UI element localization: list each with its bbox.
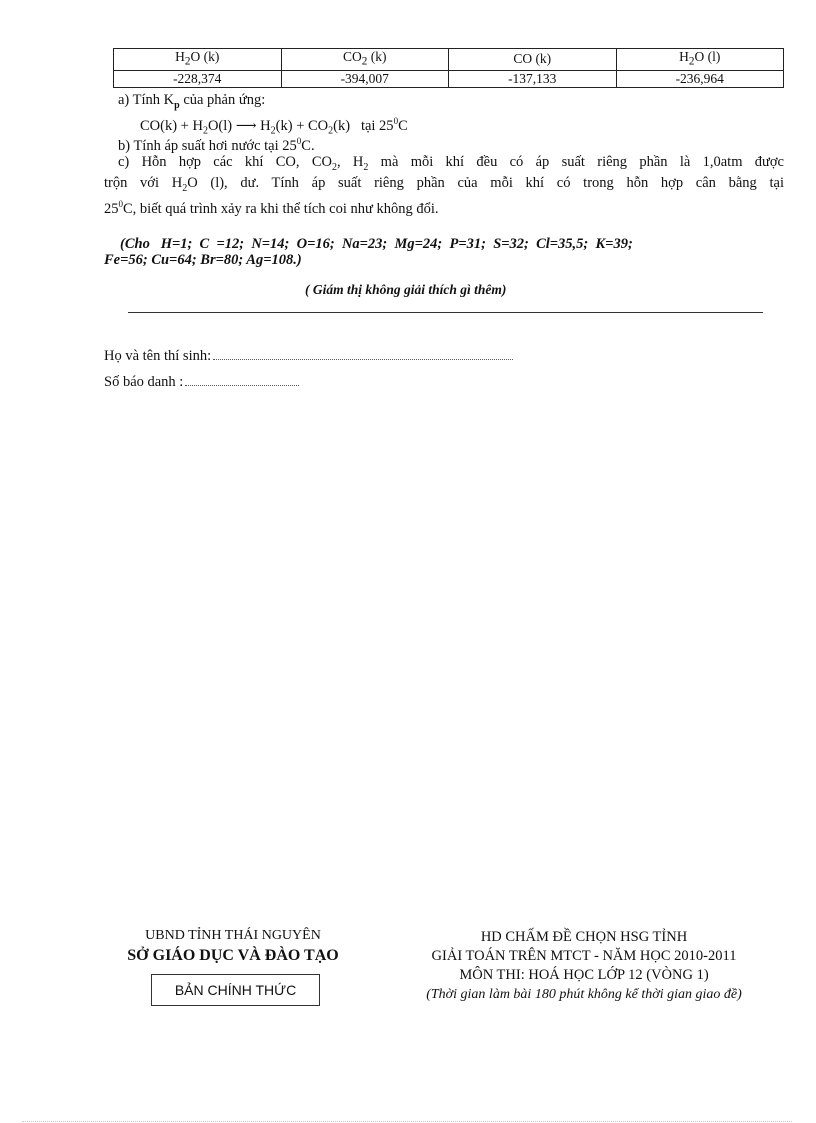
table-header-row — [114, 49, 784, 71]
invigilator-note: ( Giám thị không giải thích gì thêm) — [305, 282, 507, 297]
table-cell: -137,133 — [449, 70, 617, 87]
table-cell: -394,007 — [281, 70, 449, 87]
name-dots — [213, 359, 513, 360]
time-note: (Thời gian làm bài 180 phút không kể thời gian giao đề) — [426, 987, 742, 1002]
table-cell: -236,964 — [616, 70, 784, 87]
official-badge: BẢN CHÍNH THỨC — [151, 974, 320, 1006]
header-co-gas: CO (k) — [449, 49, 617, 71]
question-b: b) Tính áp suất hơi nước tại $25^0C$. — [118, 136, 315, 154]
header-co2-gas: $CO_2$ (k) — [281, 49, 449, 71]
divider — [128, 312, 763, 313]
id-dots — [185, 385, 299, 386]
header-h2o-gas: $H_2O$ (k) — [114, 49, 282, 71]
atomic-masses-line-1: (Cho H=1; C =12; N=14; O=16; Na=23; Mg=24; P=31; S=32; Cl=35,5; K=39; — [120, 236, 633, 252]
question-c-line-1: c) Hỗn hợp các khí CO, $CO_2$, $H_2$ mà mỗi khí đều có áp suất riêng phần là 1,0atm được — [118, 154, 784, 173]
table-cell: -228,374 — [114, 70, 282, 87]
reaction-equation: $CO(k) + H_2O(l)$ ⟶ $H_2(k) + CO_2(k)$ tại $25^0C$ — [140, 116, 408, 137]
candidate-id-line: Số báo danh : — [104, 372, 299, 392]
question-a: a) Tính $K_p$ của phản ứng: — [118, 92, 266, 111]
page-bottom-edge — [22, 1121, 792, 1122]
atomic-masses-line-2: Fe=56; Cu=64; Br=80; Ag=108.) — [104, 252, 302, 268]
department-name: SỞ GIÁO DỤC VÀ ĐÀO TẠO — [127, 947, 339, 964]
question-c-line-3: $25^0C$, biết quá trình xảy ra khi thể tích coi như không đổi. — [104, 199, 439, 217]
gibbs-energy-table — [113, 48, 784, 88]
authority-name: UBND TỈNH THÁI NGUYÊN — [145, 928, 321, 943]
question-c-line-2: trộn với $H_2O$ (l), dư. Tính áp suất riêng phần của mỗi khí có trong hỗn hợp cân bằng tại — [104, 175, 784, 194]
header-h2o-liquid: $H_2O$ (l) — [616, 49, 784, 71]
subject-line: MÔN THI: HOÁ HỌC LỚP 12 (VÒNG 1) — [459, 967, 709, 983]
candidate-name-line: Họ và tên thí sinh: — [104, 346, 513, 366]
doc-title: HD CHẤM ĐỀ CHỌN HSG TỈNH — [480, 929, 688, 945]
doc-subtitle: GIẢI TOÁN TRÊN MTCT - NĂM HỌC 2010-2011 — [431, 948, 737, 964]
table-row — [114, 70, 784, 87]
